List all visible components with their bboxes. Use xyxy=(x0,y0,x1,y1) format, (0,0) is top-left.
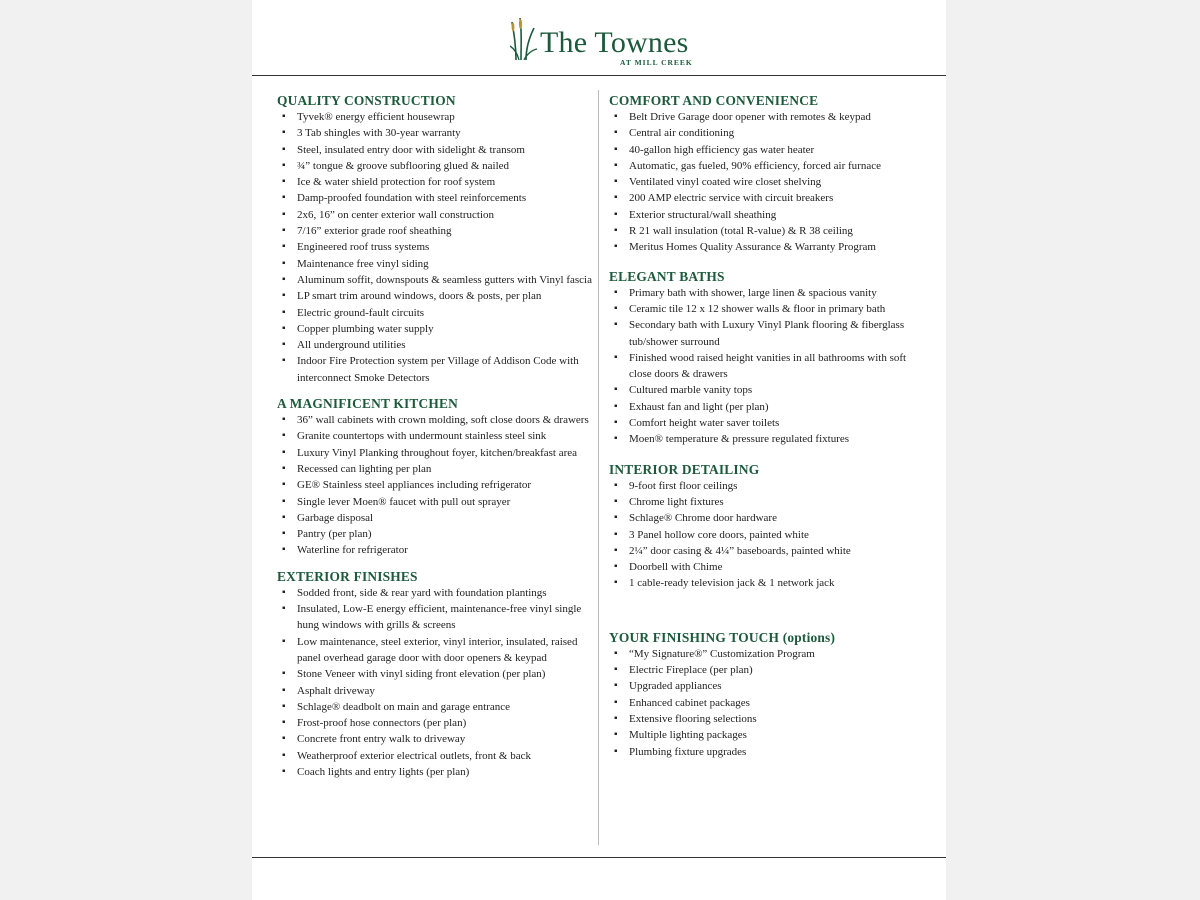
quality-construction-list xyxy=(277,109,597,386)
list-item: ▪ Exterior structural/wall sheathing xyxy=(609,207,929,223)
list-item: ▪ Maintenance free vinyl siding xyxy=(277,256,597,272)
column-divider xyxy=(598,90,599,845)
list-item: ▪ Low maintenance, steel exterior, vinyl interior, insulated, raised panel overhead garage door with door openers & keypad xyxy=(277,634,597,667)
list-item: ▪ 2¼” door casing & 4¼” baseboards, painted white xyxy=(609,543,929,559)
exterior-list xyxy=(277,585,597,781)
section-title-baths: ELEGANT BATHS xyxy=(609,268,725,284)
list-item: ▪ Stone Veneer with vinyl siding front elevation (per plan) xyxy=(277,666,597,682)
list-item: ▪ Weatherproof exterior electrical outlets, front & back xyxy=(277,748,597,764)
list-item: ▪ Central air conditioning xyxy=(609,125,929,141)
list-item: ▪ Sodded front, side & rear yard with foundation plantings xyxy=(277,585,597,601)
list-item: ▪ Garbage disposal xyxy=(277,510,597,526)
list-item: ▪ Ice & water shield protection for roof system xyxy=(277,174,597,190)
list-item: ▪ R 21 wall insulation (total R-value) & R 38 ceiling xyxy=(609,223,929,239)
brochure-page xyxy=(252,0,946,900)
list-item: ▪ Single lever Moen® faucet with pull out sprayer xyxy=(277,494,597,510)
list-item: ▪ Waterline for refrigerator xyxy=(277,542,597,558)
section-title-quality-construction: QUALITY CONSTRUCTION xyxy=(277,93,456,108)
list-item: ▪ Electric Fireplace (per plan) xyxy=(609,662,929,678)
list-item: ▪ GE® Stainless steel appliances including refrigerator xyxy=(277,477,597,493)
list-item: ▪ Ceramic tile 12 x 12 shower walls & floor in primary bath xyxy=(609,301,929,317)
list-item: ▪ Recessed can lighting per plan xyxy=(277,461,597,477)
list-item: ▪ Engineered roof truss systems xyxy=(277,239,597,255)
list-item: ▪ Granite countertops with undermount stainless steel sink xyxy=(277,428,597,444)
list-item: ▪ “My Signature®” Customization Program xyxy=(609,646,929,662)
list-item: ▪ Primary bath with shower, large linen & spacious vanity xyxy=(609,285,929,301)
baths-list xyxy=(609,285,929,448)
list-item: ▪ Automatic, gas fueled, 90% efficiency, forced air furnace xyxy=(609,158,929,174)
list-item: ▪ Asphalt driveway xyxy=(277,683,597,699)
list-item: ▪ Moen® temperature & pressure regulated fixtures xyxy=(609,431,929,447)
list-item: ▪ Concrete front entry walk to driveway xyxy=(277,731,597,747)
header-rule xyxy=(252,75,946,76)
list-item: ▪ ¾” tongue & groove subflooring glued & nailed xyxy=(277,158,597,174)
kitchen-list xyxy=(277,412,597,559)
list-item: ▪ Extensive flooring selections xyxy=(609,711,929,727)
list-item: ▪ Belt Drive Garage door opener with remotes & keypad xyxy=(609,109,929,125)
list-item: ▪ Aluminum soffit, downspouts & seamless gutters with Vinyl fascia xyxy=(277,272,597,288)
list-item: ▪ Cultured marble vanity tops xyxy=(609,382,929,398)
list-item: ▪ Frost-proof hose connectors (per plan) xyxy=(277,715,597,731)
list-item: ▪ 200 AMP electric service with circuit breakers xyxy=(609,190,929,206)
finishing-list xyxy=(609,646,929,760)
section-title-interior: INTERIOR DETAILING xyxy=(609,461,760,477)
list-item: ▪ Copper plumbing water supply xyxy=(277,321,597,337)
list-item: ▪ 40-gallon high efficiency gas water heater xyxy=(609,142,929,158)
section-title-comfort: COMFORT AND CONVENIENCE xyxy=(609,93,819,108)
list-item: ▪ Coach lights and entry lights (per plan) xyxy=(277,764,597,780)
list-item: ▪ Enhanced cabinet packages xyxy=(609,695,929,711)
list-item: ▪ Damp-proofed foundation with steel reinforcements xyxy=(277,190,597,206)
logo xyxy=(510,12,700,68)
list-item: ▪ Tyvek® energy efficient housewrap xyxy=(277,109,597,125)
comfort-list xyxy=(609,109,929,256)
list-item: ▪ Schlage® Chrome door hardware xyxy=(609,510,929,526)
list-item: ▪ Chrome light fixtures xyxy=(609,494,929,510)
list-item: ▪ All underground utilities xyxy=(277,337,597,353)
list-item: ▪ Exhaust fan and light (per plan) xyxy=(609,399,929,415)
list-item: ▪ Indoor Fire Protection system per Village of Addison Code with interconnect Smoke Detectors xyxy=(277,353,597,386)
list-item: ▪ Schlage® deadbolt on main and garage entrance xyxy=(277,699,597,715)
interior-list xyxy=(609,478,929,592)
list-item: ▪ Upgraded appliances xyxy=(609,678,929,694)
list-item: ▪ Plumbing fixture upgrades xyxy=(609,744,929,760)
list-item: ▪ Pantry (per plan) xyxy=(277,526,597,542)
list-item: ▪ 1 cable-ready television jack & 1 network jack xyxy=(609,575,929,591)
list-item: ▪ 3 Tab shingles with 30-year warranty xyxy=(277,125,597,141)
list-item: ▪ Secondary bath with Luxury Vinyl Plank flooring & fiberglass tub/shower surround xyxy=(609,317,929,350)
list-item: ▪ Meritus Homes Quality Assurance & Warranty Program xyxy=(609,239,929,255)
list-item: ▪ Electric ground-fault circuits xyxy=(277,305,597,321)
list-item: ▪ Comfort height water saver toilets xyxy=(609,415,929,431)
list-item: ▪ Luxury Vinyl Planking throughout foyer, kitchen/breakfast area xyxy=(277,445,597,461)
footer-rule xyxy=(252,857,946,858)
reed-icon xyxy=(510,16,538,60)
list-item: ▪ Ventilated vinyl coated wire closet shelving xyxy=(609,174,929,190)
list-item: ▪ 7/16” exterior grade roof sheathing xyxy=(277,223,597,239)
logo-subtitle: AT MILL CREEK xyxy=(620,58,693,67)
section-title-kitchen: A MAGNIFICENT KITCHEN xyxy=(277,396,459,412)
list-item: ▪ Doorbell with Chime xyxy=(609,559,929,575)
list-item: ▪ Finished wood raised height vanities in all bathrooms with soft close doors & drawers xyxy=(609,350,929,383)
section-title-exterior: EXTERIOR FINISHES xyxy=(277,568,418,584)
list-item: ▪ LP smart trim around windows, doors & posts, per plan xyxy=(277,288,597,304)
section-title-finishing-touch: YOUR FINISHING TOUCH (options) xyxy=(609,629,836,645)
list-item: ▪ Steel, insulated entry door with sidelight & transom xyxy=(277,142,597,158)
logo-title: The Townes xyxy=(540,26,689,59)
right-column xyxy=(609,93,929,760)
list-item: ▪ 2x6, 16” on center exterior wall construction xyxy=(277,207,597,223)
list-item: ▪ Multiple lighting packages xyxy=(609,727,929,743)
list-item: ▪ 3 Panel hollow core doors, painted white xyxy=(609,527,929,543)
list-item: ▪ 36” wall cabinets with crown molding, soft close doors & drawers xyxy=(277,412,597,428)
list-item: ▪ 9-foot first floor ceilings xyxy=(609,478,929,494)
list-item: ▪ Insulated, Low-E energy efficient, maintenance-free vinyl single hung windows with grills & screens xyxy=(277,601,597,634)
left-column xyxy=(277,93,597,780)
